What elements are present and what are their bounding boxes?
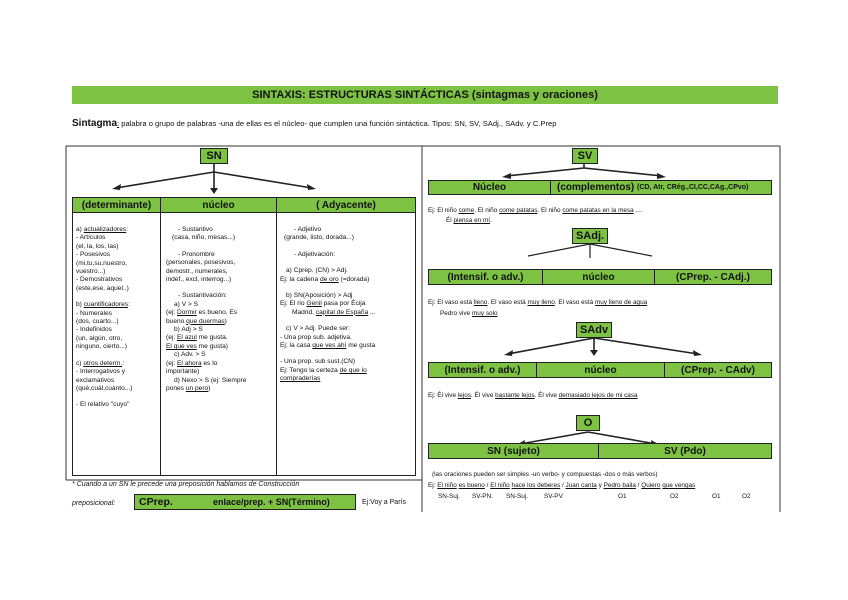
ady-ex5: Ej: la cadena de oro (=dorada) [280,275,370,283]
sadv-nucleo [537,363,665,377]
det-b-line: - Indefinidos [76,326,112,334]
nucleo-line: (casa, niño, mesas...) [172,234,236,242]
sadv-intensif [429,363,537,377]
sadv-arrowhead-right [693,350,702,356]
o-row [428,443,772,459]
o-title-label: O [583,417,593,429]
nucleo-line: demostr., numerales, [166,267,228,275]
sv-nucleo [429,181,551,194]
sn-arrowhead-left [112,184,121,190]
det-a-line: vuestro...) [76,268,106,276]
sv-nucleo-label: Núcleo [472,182,507,193]
o-sujeto-label: SN (sujeto) [487,445,540,457]
ady-line: (grande, listo, dorada...) [284,234,355,242]
nucleo-line: a) V > S [174,300,199,308]
det-c-line: (qué,cuál,cuánto...) [76,384,133,392]
ady-line: - Adjetivación: [294,250,336,258]
sadv-arrow-left [508,338,594,354]
o-label: SV-PN. [472,493,493,500]
sv-comp-label: (complementos) [557,182,635,193]
sn-header-nucleo [161,198,277,212]
sadj-cprep [655,270,771,284]
sadj-row [428,269,772,285]
nucleo-adj-s: b) Adj > S [174,326,203,334]
o-title [576,415,600,431]
sadj-line-right [590,244,652,256]
nucleo-line: - Sustantivo [178,226,213,233]
det-b-line: (un, algún, otro, [76,334,123,342]
det-b-line: (dos, cuarto...) [76,318,119,326]
sn-arrowhead-center [210,188,218,194]
o-label: O1 [618,493,627,500]
sadv-cprep [665,363,771,377]
nucleo-adv-s: c) Adv. > S [174,351,206,359]
sn-arrow-right [214,172,312,188]
sadj-cprep-label: (CPrep. - CAdj.) [676,271,750,283]
sadj-title [572,228,608,244]
sadv-row [428,362,772,378]
sadj-example-2: Pedro vive muy solo [440,310,498,317]
ady-line: - Adjetivo [294,226,322,233]
sn-footnote: * Cuando a un SN le precede una preposición hablamos de Construcción [72,481,300,488]
cprep-example: Ej:Voy a París [362,499,406,506]
o-predicado [599,444,771,458]
intro-colon: : [117,119,120,128]
sv-arrow-right [584,168,662,176]
det-c: c) otros determ.: [76,359,125,367]
sadv-cprep-label: (CPrep. - CAdv) [681,364,755,376]
sadj-nucleo [543,270,655,284]
det-b: b) cuantificadores: [76,301,130,309]
nucleo-line: - Sustantivación: [178,292,227,300]
det-c-line: exclamativos [76,376,115,384]
o-note: (las oraciones pueden ser simples -un verbo- y compuestas -dos o más verbos) [432,471,658,478]
cprep-label: CPrep. [139,496,173,508]
sn-header-ady-label: ( Adyacente) [316,199,376,211]
sv-example: Ej: El niño come. El niño come patatas. El niño come patatas en la mesa .... [428,207,643,214]
sn-ady-column [280,226,414,384]
det-a-line: (este,ese, aquel..) [76,284,129,292]
det-a: a) actualizadores: [76,226,129,233]
sadv-intensif-label: (Intensif. o adv.) [444,364,521,376]
nucleo-line: (personales, posesivos, [166,259,236,267]
sv-arrowhead-left [502,173,511,179]
ady-line: - Una prop. sub sust.(CN) [280,358,356,366]
cprep-struct: enlace/prep. + SN(Término) [213,497,330,507]
o-label: O2 [670,493,679,500]
sn-header-det [73,198,161,212]
sv-example-2: Él piensa en mí. [446,217,492,224]
sadv-title-label: SAdv [579,324,609,336]
det-b-line: - Numerales [76,309,112,317]
o-label: SN-Suj. [438,493,461,500]
o-predicado-label: SV (Pdo) [664,445,706,457]
ady-ex13: Ej: Tengo la certeza de que lo [280,366,367,374]
sv-row [428,180,772,195]
sadv-arrow-right [594,338,698,354]
intro-term: Sintagma [72,118,118,129]
sv-comp-list: (CD, Atr, CRég.,CI,CC,CAg.,CPvo) [637,184,749,191]
sn-nucleo-column [166,226,278,393]
ady-ex7: Ej: El rio Genil pasa por Écija [280,300,366,308]
sadj-nucleo-label: núcleo [582,271,615,283]
ady-line: a) Cprep. (CN) > Adj. [286,267,348,275]
sadj-intensif-label: (Intensif. o adv.) [447,271,524,283]
sadj-intensif [429,270,543,284]
sn-arrowhead-right [307,184,316,190]
sadj-line-left [528,244,590,256]
o-label: SV-PV [544,493,563,500]
o-label: SN-Suj. [506,493,529,500]
sadv-title [576,322,612,338]
nucleo-nexo: d) Nexo > S (ej: Siempre [174,376,247,384]
sadv-arrowhead-left [504,350,513,356]
ady-ex14: compraderías [280,375,321,383]
det-c-line: - Interrogativos y [76,368,126,376]
sv-arrow-left [506,168,584,176]
ady-line: - Una prop sub. adjetiva. [280,333,352,341]
ady-line: b) SN(Aposición) > Adj [286,292,353,300]
nucleo-ex6: importante) [166,368,200,376]
cprep-bar [134,494,356,510]
det-a-line: - Demostrativos [76,276,123,284]
nucleo-ex5: (ej: El ahora es lo [166,359,218,367]
nucleo-line: indef., excl, interrog...) [166,276,232,284]
sn-title [200,148,228,164]
nucleo-ex2: bueno que duermas) [166,317,227,325]
sadj-example: Ej: El vaso está lleno. El vaso está muy lleno. El vaso está muy lleno de agua [428,299,648,306]
sv-arrowhead-right [657,173,666,179]
nucleo-ex7: pones un pero) [166,384,211,392]
nucleo-ex1: (ej: Dormir es bueno, Es [166,309,238,317]
det-a-line: - Posesivos [76,251,111,259]
det-a-line: - Artículos [76,234,106,242]
nucleo-ex4: El que ves me gusta) [166,342,228,350]
sv-complementos [551,181,771,194]
sn-arrow-left [116,172,214,188]
det-a-line: (mi,tu,su,nuestro, [76,259,127,267]
sv-title [572,148,598,164]
nucleo-line: - Pronombre [178,250,215,258]
sn-footnote-2: preposicional: [72,500,116,507]
sn-header-ady [277,198,415,212]
det-a-line: (el, la, los, las) [76,242,119,250]
intro-text: palabra o grupo de palabras -una de ellas es el núcleo- que cumplen una función sintáctica. Tipos: SN, SV, SAdj., SAdv. y C.Prep [119,119,557,128]
ady-line: c) V > Adj. Puede ser: [286,325,350,333]
sn-det-column [76,226,160,410]
sn-header-row [72,197,416,213]
sadv-example: Ej: Él vive lejos. Él vive bastante lejos. Él vive demasiado lejos de mi casa [428,392,638,399]
nucleo-ex3: (ej: El azul me gusta. [166,334,228,342]
o-example: Ej: El niño es bueno / El niño hace los deberes / Juan canta y Pedro baila / Quiero que vengas [428,482,696,489]
sadj-title-label: SAdj. [575,230,605,242]
o-sujeto [429,444,599,458]
det-relativo: - El relativo "cuyo" [76,401,130,409]
det-b-line: ninguno, cierto...) [76,343,127,351]
sv-title-label: SV [577,150,593,162]
o-label: O2 [742,493,751,500]
sn-header-det-label: (determinante) [81,199,152,211]
o-label: O1 [712,493,721,500]
sadv-arrowhead-center [590,350,598,356]
sn-col-divider-1 [160,213,161,475]
sn-title-label: SN [206,150,222,162]
page-title: SINTAXIS: ESTRUCTURAS SINTÁCTICAS (sintagmas y oraciones) [252,89,598,101]
ady-ex11: Ej: la casa que ves ahí me gusta [280,342,376,350]
sadv-nucleo-label: núcleo [584,364,617,376]
sn-header-nucleo-label: núcleo [202,199,235,211]
ady-ex8: Madrid, capital de España ... [292,308,376,316]
